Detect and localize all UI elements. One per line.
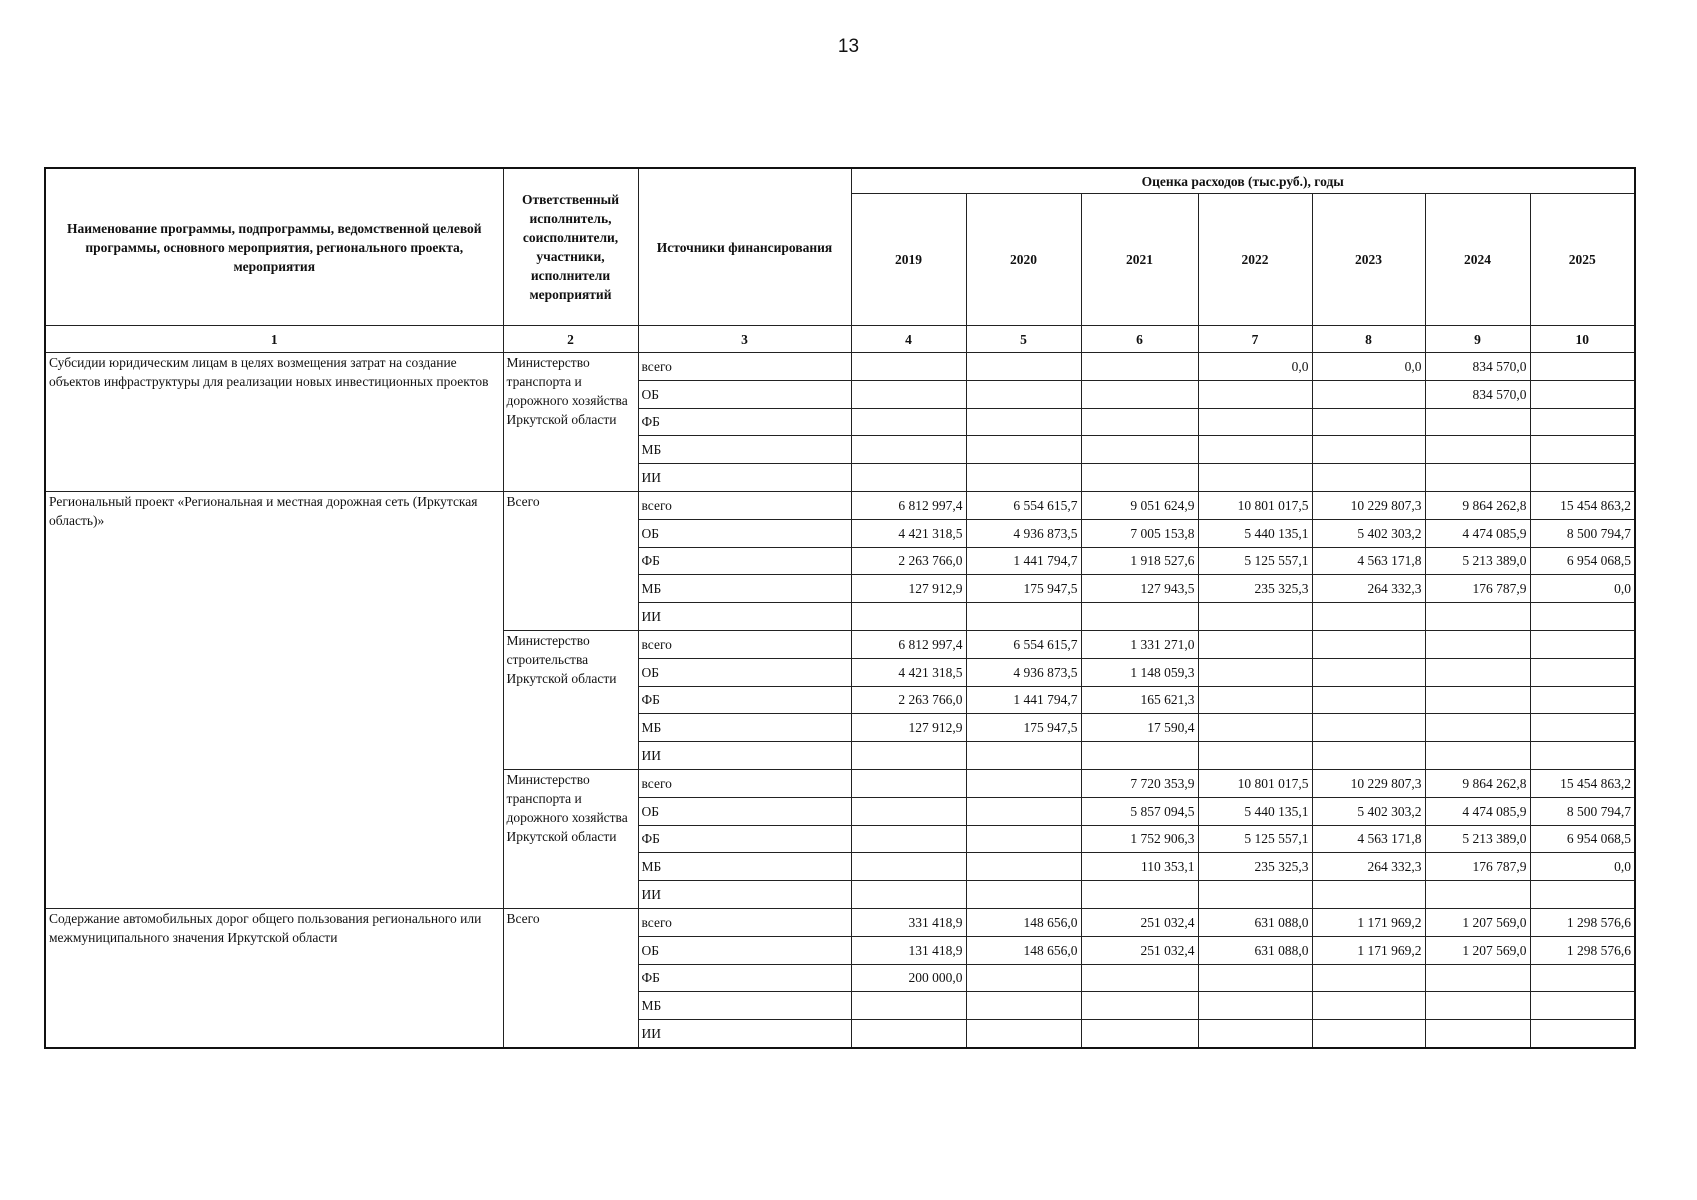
value-cell: 148 656,0 [966,936,1081,964]
program-name-cell: Содержание автомобильных дорог общего пользования регионального или межмуниципального значения Иркутской области [45,908,503,1047]
value-cell: 6 812 997,4 [851,491,966,519]
value-cell: 176 787,9 [1425,853,1530,881]
value-cell: 15 454 863,2 [1530,769,1635,797]
value-cell [851,353,966,381]
column-number: 4 [851,326,966,353]
header-year: 2023 [1312,194,1425,326]
value-cell [1198,408,1312,436]
table-header [45,168,1635,353]
value-cell [851,603,966,631]
header-cost-group: Оценка расходов (тыс.руб.), годы [851,168,1635,194]
value-cell: 1 171 969,2 [1312,936,1425,964]
source-cell: ИИ [638,603,851,631]
header-year: 2021 [1081,194,1198,326]
value-cell [1081,464,1198,492]
source-cell: МБ [638,714,851,742]
executor-cell: Министерство транспорта и дорожного хозяйства Иркутской области [503,353,638,492]
value-cell: 127 912,9 [851,714,966,742]
value-cell: 10 801 017,5 [1198,769,1312,797]
value-cell [1198,686,1312,714]
source-cell: МБ [638,575,851,603]
value-cell [1198,380,1312,408]
value-cell: 10 229 807,3 [1312,491,1425,519]
value-cell [851,464,966,492]
value-cell: 175 947,5 [966,714,1081,742]
value-cell: 176 787,9 [1425,575,1530,603]
value-cell: 15 454 863,2 [1530,491,1635,519]
value-cell [851,881,966,909]
value-cell: 6 554 615,7 [966,630,1081,658]
value-cell: 264 332,3 [1312,853,1425,881]
value-cell: 200 000,0 [851,964,966,992]
value-cell [1312,464,1425,492]
value-cell: 5 213 389,0 [1425,825,1530,853]
value-cell [1312,380,1425,408]
value-cell [966,353,1081,381]
value-cell [1530,881,1635,909]
value-cell: 1 441 794,7 [966,547,1081,575]
value-cell: 165 621,3 [1081,686,1198,714]
value-cell: 6 812 997,4 [851,630,966,658]
value-cell [966,603,1081,631]
header-year: 2025 [1530,194,1635,326]
value-cell [1198,992,1312,1020]
value-cell: 5 125 557,1 [1198,547,1312,575]
value-cell [966,881,1081,909]
source-cell: всего [638,630,851,658]
value-cell [851,436,966,464]
source-cell: ИИ [638,742,851,770]
value-cell [1081,881,1198,909]
value-cell [1530,714,1635,742]
source-cell: всего [638,353,851,381]
column-number: 2 [503,326,638,353]
column-number: 7 [1198,326,1312,353]
source-cell: ОБ [638,658,851,686]
value-cell [851,380,966,408]
header-year: 2022 [1198,194,1312,326]
value-cell: 1 171 969,2 [1312,908,1425,936]
value-cell [1530,603,1635,631]
value-cell: 1 207 569,0 [1425,936,1530,964]
budget-table [44,167,1636,1049]
value-cell [966,797,1081,825]
column-number: 1 [45,326,503,353]
value-cell [851,1020,966,1048]
value-cell [1425,464,1530,492]
value-cell [1081,742,1198,770]
value-cell: 251 032,4 [1081,908,1198,936]
source-cell: всего [638,908,851,936]
value-cell [1312,1020,1425,1048]
source-cell: ФБ [638,825,851,853]
value-cell [1425,742,1530,770]
value-cell: 251 032,4 [1081,936,1198,964]
value-cell: 127 943,5 [1081,575,1198,603]
value-cell [1198,603,1312,631]
value-cell [1530,436,1635,464]
value-cell [1425,714,1530,742]
source-cell: ИИ [638,1020,851,1048]
column-number: 3 [638,326,851,353]
value-cell [1081,436,1198,464]
header-sources: Источники финансирования [638,168,851,326]
value-cell [1425,1020,1530,1048]
value-cell [1198,964,1312,992]
value-cell [1530,353,1635,381]
value-cell [1081,353,1198,381]
value-cell [851,797,966,825]
source-cell: всего [638,491,851,519]
value-cell: 1 298 576,6 [1530,936,1635,964]
program-name-cell: Субсидии юридическим лицам в целях возмещения затрат на создание объектов инфраструктуры для реализации новых инвестиционных проектов [45,353,503,492]
value-cell: 6 954 068,5 [1530,547,1635,575]
value-cell: 175 947,5 [966,575,1081,603]
page-number: 13 [837,36,860,57]
value-cell [1425,436,1530,464]
value-cell: 9 864 262,8 [1425,491,1530,519]
header-executor: Ответственный исполнитель, соисполнители, участники, исполнители мероприятий [503,168,638,326]
value-cell [1312,686,1425,714]
value-cell [1425,964,1530,992]
column-number: 8 [1312,326,1425,353]
value-cell: 1 918 527,6 [1081,547,1198,575]
value-cell [966,825,1081,853]
value-cell [1425,686,1530,714]
value-cell [966,742,1081,770]
source-cell: ФБ [638,408,851,436]
value-cell: 131 418,9 [851,936,966,964]
value-cell [851,853,966,881]
header-year: 2020 [966,194,1081,326]
value-cell [966,992,1081,1020]
source-cell: ФБ [638,686,851,714]
value-cell: 1 441 794,7 [966,686,1081,714]
value-cell: 4 563 171,8 [1312,825,1425,853]
value-cell [1530,380,1635,408]
value-cell [1312,630,1425,658]
value-cell: 631 088,0 [1198,936,1312,964]
value-cell [1198,742,1312,770]
value-cell [851,742,966,770]
column-number: 9 [1425,326,1530,353]
value-cell: 1 752 906,3 [1081,825,1198,853]
value-cell: 264 332,3 [1312,575,1425,603]
header-year: 2024 [1425,194,1530,326]
value-cell: 110 353,1 [1081,853,1198,881]
value-cell: 5 125 557,1 [1198,825,1312,853]
value-cell [1312,964,1425,992]
value-cell [1081,992,1198,1020]
table-row [45,353,1635,381]
value-cell [966,964,1081,992]
value-cell [1425,603,1530,631]
value-cell: 834 570,0 [1425,380,1530,408]
value-cell [966,380,1081,408]
value-cell: 4 421 318,5 [851,658,966,686]
value-cell: 235 325,3 [1198,853,1312,881]
value-cell [1312,658,1425,686]
value-cell [1198,464,1312,492]
value-cell: 148 656,0 [966,908,1081,936]
value-cell: 8 500 794,7 [1530,519,1635,547]
value-cell [1081,380,1198,408]
value-cell: 1 207 569,0 [1425,908,1530,936]
value-cell: 17 590,4 [1081,714,1198,742]
value-cell [1198,714,1312,742]
value-cell: 1 331 271,0 [1081,630,1198,658]
value-cell [1425,408,1530,436]
value-cell: 2 263 766,0 [851,547,966,575]
value-cell: 4 474 085,9 [1425,519,1530,547]
header-name: Наименование программы, подпрограммы, ведомственной целевой программы, основного мероприятия, регионального проекта, мероприятия [45,168,503,326]
source-cell: ОБ [638,519,851,547]
column-number: 10 [1530,326,1635,353]
value-cell: 10 801 017,5 [1198,491,1312,519]
value-cell: 4 421 318,5 [851,519,966,547]
value-cell [966,408,1081,436]
value-cell [1198,881,1312,909]
value-cell [1425,658,1530,686]
value-cell: 5 402 303,2 [1312,797,1425,825]
value-cell [1312,881,1425,909]
value-cell: 9 864 262,8 [1425,769,1530,797]
header-year: 2019 [851,194,966,326]
value-cell: 0,0 [1198,353,1312,381]
value-cell: 9 051 624,9 [1081,491,1198,519]
value-cell [966,769,1081,797]
value-cell: 5 440 135,1 [1198,519,1312,547]
value-cell [966,464,1081,492]
value-cell: 0,0 [1530,575,1635,603]
value-cell: 1 148 059,3 [1081,658,1198,686]
source-cell: всего [638,769,851,797]
table-body [45,353,1635,1048]
value-cell: 5 402 303,2 [1312,519,1425,547]
value-cell [1530,742,1635,770]
table-row [45,908,1635,936]
value-cell: 0,0 [1530,853,1635,881]
value-cell [1530,408,1635,436]
value-cell [1312,714,1425,742]
value-cell [1081,603,1198,631]
value-cell: 1 298 576,6 [1530,908,1635,936]
value-cell: 7 005 153,8 [1081,519,1198,547]
value-cell: 5 440 135,1 [1198,797,1312,825]
value-cell [1530,964,1635,992]
value-cell [1312,992,1425,1020]
value-cell [966,853,1081,881]
value-cell [966,436,1081,464]
value-cell [1530,686,1635,714]
source-cell: ОБ [638,380,851,408]
table-row [45,491,1635,519]
value-cell [1425,992,1530,1020]
value-cell [1530,992,1635,1020]
executor-cell: Министерство транспорта и дорожного хозяйства Иркутской области [503,769,638,908]
value-cell: 5 857 094,5 [1081,797,1198,825]
value-cell: 4 936 873,5 [966,519,1081,547]
value-cell [1530,1020,1635,1048]
source-cell: ОБ [638,936,851,964]
value-cell: 235 325,3 [1198,575,1312,603]
value-cell: 2 263 766,0 [851,686,966,714]
value-cell: 10 229 807,3 [1312,769,1425,797]
value-cell: 331 418,9 [851,908,966,936]
value-cell: 127 912,9 [851,575,966,603]
source-cell: МБ [638,992,851,1020]
value-cell [1312,742,1425,770]
value-cell [1312,408,1425,436]
program-name-cell: Региональный проект «Региональная и местная дорожная сеть (Иркутская область)» [45,491,503,908]
value-cell: 4 563 171,8 [1312,547,1425,575]
value-cell [851,992,966,1020]
value-cell [1081,964,1198,992]
source-cell: МБ [638,853,851,881]
value-cell: 4 474 085,9 [1425,797,1530,825]
column-number: 6 [1081,326,1198,353]
value-cell [966,1020,1081,1048]
value-cell [851,408,966,436]
value-cell [1425,881,1530,909]
value-cell: 7 720 353,9 [1081,769,1198,797]
value-cell [1198,630,1312,658]
value-cell [1530,658,1635,686]
column-number: 5 [966,326,1081,353]
executor-cell: Всего [503,491,638,630]
source-cell: ФБ [638,547,851,575]
source-cell: ИИ [638,881,851,909]
value-cell [1198,1020,1312,1048]
value-cell [1198,436,1312,464]
value-cell: 5 213 389,0 [1425,547,1530,575]
value-cell [1198,658,1312,686]
value-cell: 6 954 068,5 [1530,825,1635,853]
value-cell [851,825,966,853]
value-cell [1425,630,1530,658]
executor-cell: Министерство строительства Иркутской области [503,630,638,769]
source-cell: ФБ [638,964,851,992]
source-cell: МБ [638,436,851,464]
value-cell [851,769,966,797]
source-cell: ИИ [638,464,851,492]
value-cell [1312,436,1425,464]
source-cell: ОБ [638,797,851,825]
value-cell [1081,1020,1198,1048]
value-cell: 834 570,0 [1425,353,1530,381]
executor-cell: Всего [503,908,638,1047]
value-cell: 4 936 873,5 [966,658,1081,686]
value-cell: 0,0 [1312,353,1425,381]
value-cell: 8 500 794,7 [1530,797,1635,825]
value-cell: 631 088,0 [1198,908,1312,936]
value-cell [1312,603,1425,631]
value-cell [1530,630,1635,658]
value-cell [1081,408,1198,436]
value-cell: 6 554 615,7 [966,491,1081,519]
value-cell [1530,464,1635,492]
